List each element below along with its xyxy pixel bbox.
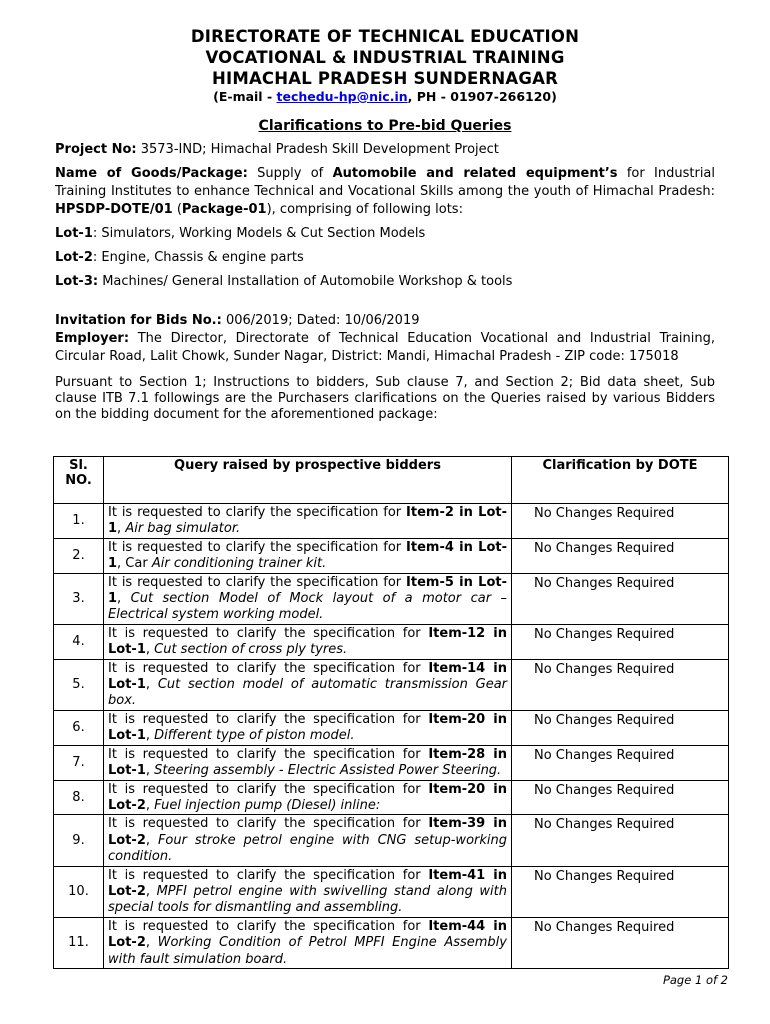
query-sep: , — [145, 642, 155, 658]
header-line-1: DIRECTORATE OF TECHNICAL EDUCATION — [190, 27, 580, 46]
header-query: Query raised by prospective bidders — [104, 457, 512, 504]
page-title: Clarifications to Pre-bid Queries — [258, 118, 512, 134]
row-sl-no: 10. — [54, 866, 104, 917]
employer-value: The Director, Directorate of Technical Education Vocational and Industrial Training, Circular Road, Lalit Chowk, Sunder Nagar, District: Mandi, Himachal Pradesh - ZIP code: 175018 — [55, 331, 715, 364]
table-row — [54, 538, 729, 573]
query-sep: , — [145, 763, 155, 779]
query-sep: , — [117, 591, 131, 607]
table-body — [54, 504, 729, 969]
query-prefix: It is requested to clarify the specification for — [108, 505, 407, 520]
table-row — [54, 624, 729, 659]
row-query — [104, 573, 512, 624]
invitation-line — [55, 312, 715, 330]
table-row — [54, 815, 729, 866]
goods-text-1: Supply of — [247, 166, 333, 181]
query-description: Fuel injection pump (Diesel) inline: — [154, 797, 381, 813]
employer-paragraph — [55, 330, 715, 366]
lot-3-text: Machines/ General Installation of Automobile Workshop & tools — [98, 274, 513, 289]
table-row — [54, 780, 729, 815]
query-sep: , — [145, 935, 158, 951]
project-label: Project No: — [55, 142, 137, 157]
query-prefix: It is requested to clarify the specification for — [108, 574, 407, 590]
lot-3-line — [55, 273, 715, 291]
query-description: Different type of piston model. — [154, 728, 355, 744]
row-query — [104, 624, 512, 659]
query-item: Item-44 in Lot-2 — [108, 918, 508, 951]
goods-label: Name of Goods/Package: — [55, 166, 248, 181]
row-clarification: No Changes Required — [512, 745, 729, 780]
row-sl-no: 3. — [54, 573, 104, 624]
row-query — [104, 504, 512, 539]
query-sep: , — [145, 728, 155, 744]
row-query — [104, 866, 512, 917]
row-sl-no: 9. — [54, 815, 104, 866]
row-sl-no: 11. — [54, 917, 104, 968]
goods-bold-2: HPSDP-DOTE/01 — [55, 202, 173, 217]
row-clarification: No Changes Required — [512, 710, 729, 745]
phone-text: , PH - 01907-266120) — [407, 89, 557, 104]
row-sl-no: 6. — [54, 710, 104, 745]
table-row — [54, 917, 729, 968]
invitation-label: Invitation for Bids No.: — [55, 313, 222, 328]
email-prefix: (E-mail - — [213, 89, 277, 104]
row-query — [104, 780, 512, 815]
row-clarification: No Changes Required — [512, 917, 729, 968]
row-sl-no: 2. — [54, 538, 104, 573]
row-query — [104, 745, 512, 780]
query-description: Air bag simulator. — [125, 521, 241, 537]
table-row — [54, 504, 729, 539]
row-query — [104, 815, 512, 866]
row-clarification: No Changes Required — [512, 624, 729, 659]
project-line — [55, 141, 715, 159]
document-page — [55, 26, 715, 423]
query-description: Air conditioning trainer kit. — [151, 556, 327, 572]
row-sl-no: 4. — [54, 624, 104, 659]
row-query — [104, 538, 512, 573]
lot-3-label: Lot-3: — [55, 274, 99, 289]
contact-line — [55, 89, 715, 105]
goods-text-4: ), comprising of following lots: — [266, 202, 463, 217]
lot-2-text: : Engine, Chassis & engine parts — [92, 250, 304, 265]
query-description: Four stroke petrol engine with CNG setup-working condition. — [108, 832, 507, 865]
query-description: MPFI petrol engine with swivelling stand along with special tools for dismantling and assembling. — [108, 883, 508, 916]
row-sl-no: 1. — [54, 504, 104, 539]
row-sl-no: 7. — [54, 745, 104, 780]
goods-text-2: for Industrial Training Institutes to enhance Technical and Vocational Skills among the youth of Himachal Pradesh: — [55, 166, 716, 199]
query-item: Item-5 in Lot-1 — [108, 574, 507, 607]
email-link[interactable]: techedu-hp@nic.in — [276, 89, 408, 104]
lot-1-label: Lot-1 — [55, 226, 93, 241]
row-query — [104, 917, 512, 968]
table-header-row — [54, 457, 729, 504]
query-prefix: It is requested to clarify the specification for — [108, 660, 429, 676]
query-prefix: It is requested to clarify the specification for — [108, 781, 429, 797]
table-row — [54, 866, 729, 917]
table-row — [54, 573, 729, 624]
table-row — [54, 659, 729, 710]
lot-1-line — [55, 225, 715, 243]
query-description: Cut section of cross ply tyres. — [154, 642, 348, 658]
row-clarification: No Changes Required — [512, 866, 729, 917]
goods-text-3: ( — [172, 202, 182, 217]
table-row — [54, 710, 729, 745]
query-description: Steering assembly - Electric Assisted Power Steering. — [154, 763, 502, 779]
row-clarification: No Changes Required — [512, 504, 729, 539]
row-query — [104, 659, 512, 710]
row-clarification: No Changes Required — [512, 538, 729, 573]
row-clarification: No Changes Required — [512, 815, 729, 866]
query-description: Cut section Model of Mock layout of a motor car – Electrical system working model. — [108, 591, 508, 623]
query-item: Item-39 in Lot-2 — [108, 816, 508, 848]
invitation-value: 006/2019; Dated: 10/06/2019 — [221, 313, 420, 328]
query-sep: , — [145, 797, 155, 813]
table-row — [54, 745, 729, 780]
header-sl-no: Sl. NO. — [54, 457, 104, 504]
query-prefix: It is requested to clarify the specification for — [108, 746, 429, 762]
query-prefix: It is requested to clarify the specification for — [108, 918, 429, 934]
query-prefix: It is requested to clarify the specification for — [108, 711, 429, 727]
row-sl-no: 5. — [54, 659, 104, 710]
query-description: Cut section model of automatic transmission Gear box. — [108, 677, 507, 709]
query-item: Item-2 in Lot-1 — [108, 505, 507, 537]
row-clarification: No Changes Required — [512, 573, 729, 624]
query-sep: , — [145, 677, 158, 693]
query-sep: , — [117, 521, 126, 537]
query-item: Item-41 in Lot-2 — [108, 867, 508, 899]
project-value: 3573-IND; Himachal Pradesh Skill Development Project — [136, 142, 499, 157]
pursuant-paragraph: Pursuant to Section 1; Instructions to bidders, Sub clause 7, and Section 2; Bid data sheet, Sub clause ITB 7.1 followings are the Purchasers clarifications on the Queries raised by various Bidders on the bidding document for the aforementioned package: — [55, 375, 715, 422]
row-clarification: No Changes Required — [512, 780, 729, 815]
query-description: Working Condition of Petrol MPFI Engine Assembly with fault simulation board. — [108, 935, 507, 967]
query-item: Item-28 in Lot-1 — [108, 746, 508, 779]
query-prefix: It is requested to clarify the specification for — [108, 867, 429, 883]
employer-label: Employer: — [55, 331, 130, 346]
query-sep: , — [145, 883, 157, 899]
page-number: Page 1 of 2 — [662, 973, 728, 987]
query-prefix: It is requested to clarify the specification for — [108, 539, 407, 555]
query-item: Item-4 in Lot-1 — [108, 539, 507, 572]
query-sep: , — [145, 832, 158, 848]
lot-2-line — [55, 249, 715, 267]
goods-bold-1: Automobile and related equipment’s — [332, 166, 618, 181]
header-clarification: Clarification by DOTE — [512, 457, 729, 504]
query-prefix: It is requested to clarify the specification for — [108, 625, 429, 641]
goods-bold-3: Package-01 — [181, 202, 267, 217]
query-item: Item-14 in Lot-1 — [108, 660, 508, 693]
query-item: Item-12 in Lot-1 — [108, 625, 508, 658]
queries-table — [53, 456, 729, 969]
query-item: Item-20 in Lot-1 — [108, 711, 508, 744]
lot-1-text: : Simulators, Working Models & Cut Section Models — [92, 226, 426, 241]
row-query — [104, 710, 512, 745]
header-line-2: VOCATIONAL & INDUSTRIAL TRAINING — [205, 48, 565, 67]
query-prefix: It is requested to clarify the specification for — [108, 816, 429, 832]
query-sep: , Car — [117, 556, 152, 572]
query-item: Item-20 in Lot-2 — [108, 781, 508, 813]
lot-2-label: Lot-2 — [55, 250, 93, 265]
goods-paragraph — [55, 165, 715, 219]
row-sl-no: 8. — [54, 780, 104, 815]
header-line-3: HIMACHAL PRADESH SUNDERNAGAR — [211, 69, 559, 88]
row-clarification: No Changes Required — [512, 659, 729, 710]
